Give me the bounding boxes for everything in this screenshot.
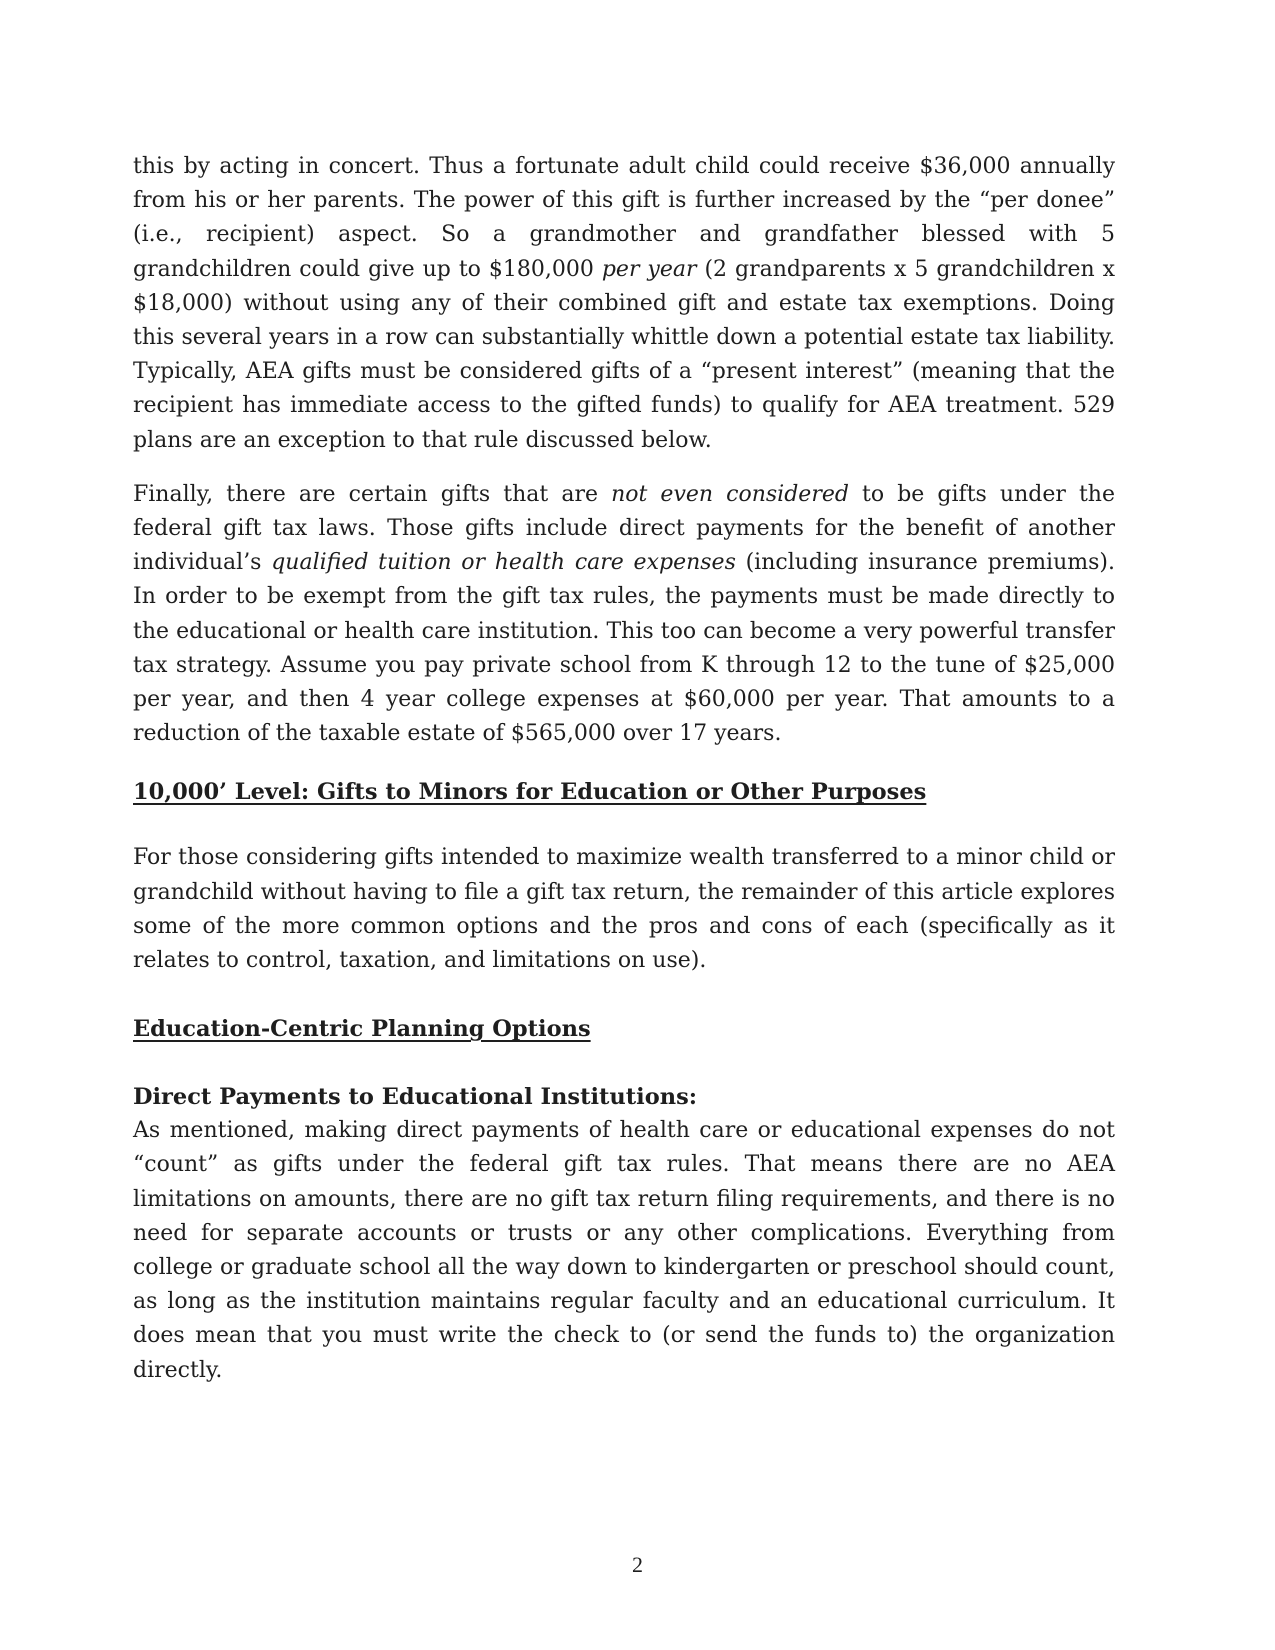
paragraph-intro-options: For those considering gifts intended to maximize wealth transferred to a minor child or grandchild without having to file a gift tax return, the remainder of this article explores some of the more common options and the pros and cons of each (specifically as it relates to control, taxation, and limitations on use). (133, 845, 1115, 974)
page-number: 2 (632, 1552, 643, 1577)
paragraph-text: to be gifts under the federal gift tax laws. Those gifts include direct payments for the benefit of another individual’s (133, 481, 1115, 576)
paragraph-annual-exclusion (133, 150, 1115, 458)
emphasis-per-year: per year (601, 256, 697, 282)
section-heading-gifts-to-minors: 10,000’ Level: Gifts to Minors for Education or Other Purposes (133, 779, 927, 806)
document-body (133, 150, 1115, 1388)
paragraph-direct-payments: As mentioned, making direct payments of health care or educational expenses do not “count” as gifts under the federal gift tax rules. That means there are no AEA limitations on amounts, there are no gift tax return filing requirements, and there is no need for separate accounts or trusts or any other complications. Everything from college or graduate school all the way down to kindergarten or preschool should count, as long as the institution maintains regular faculty and an educational curriculum. It does mean that you must write the check to (or send the funds to) the organization directly. (133, 1118, 1115, 1383)
emphasis-not-even-considered: not even considered (611, 481, 849, 507)
paragraph-excluded-gifts (133, 478, 1115, 752)
subheading-direct-payments: Direct Payments to Educational Institutions: (133, 1084, 698, 1111)
paragraph-text: this by acting in concert. Thus a fortunate adult child could receive $36,000 annually from his or her parents. The power of this gift is further increased by the “per donee” (i.e., recipient) aspect. So a grandmother and grandfather blessed with 5 grandchildren could give up to $180,000 (133, 154, 1115, 282)
paragraph-text: (2 grandparents x 5 grandchildren x $18,000) without using any of their combined gift and estate tax exemptions. Doing this several years in a row can substantially whittle down a potential estate tax liability. Typically, AEA gifts must be considered gifts of a “present interest” (meaning that the recipient has immediate access to the gifted funds) to qualify for AEA treatment. 529 plans are an exception to that rule discussed below. (133, 256, 1116, 453)
section-heading-education-options: Education-Centric Planning Options (133, 1016, 591, 1043)
emphasis-qualified-expenses: qualified tuition or health care expenses (271, 550, 736, 576)
paragraph-text: (including insurance premiums). In order to be exempt from the gift tax rules, the payments must be made directly to the educational or health care institution. This too can become a very powerful transfer tax strategy. Assume you pay private school from K through 12 to the tune of $25,000 per year, and then 4 year college expenses at $60,000 per year. That amounts to a reduction of the taxable estate of $565,000 over 17 years. (133, 550, 1115, 747)
paragraph-text: Finally, there are certain gifts that are (133, 481, 612, 507)
